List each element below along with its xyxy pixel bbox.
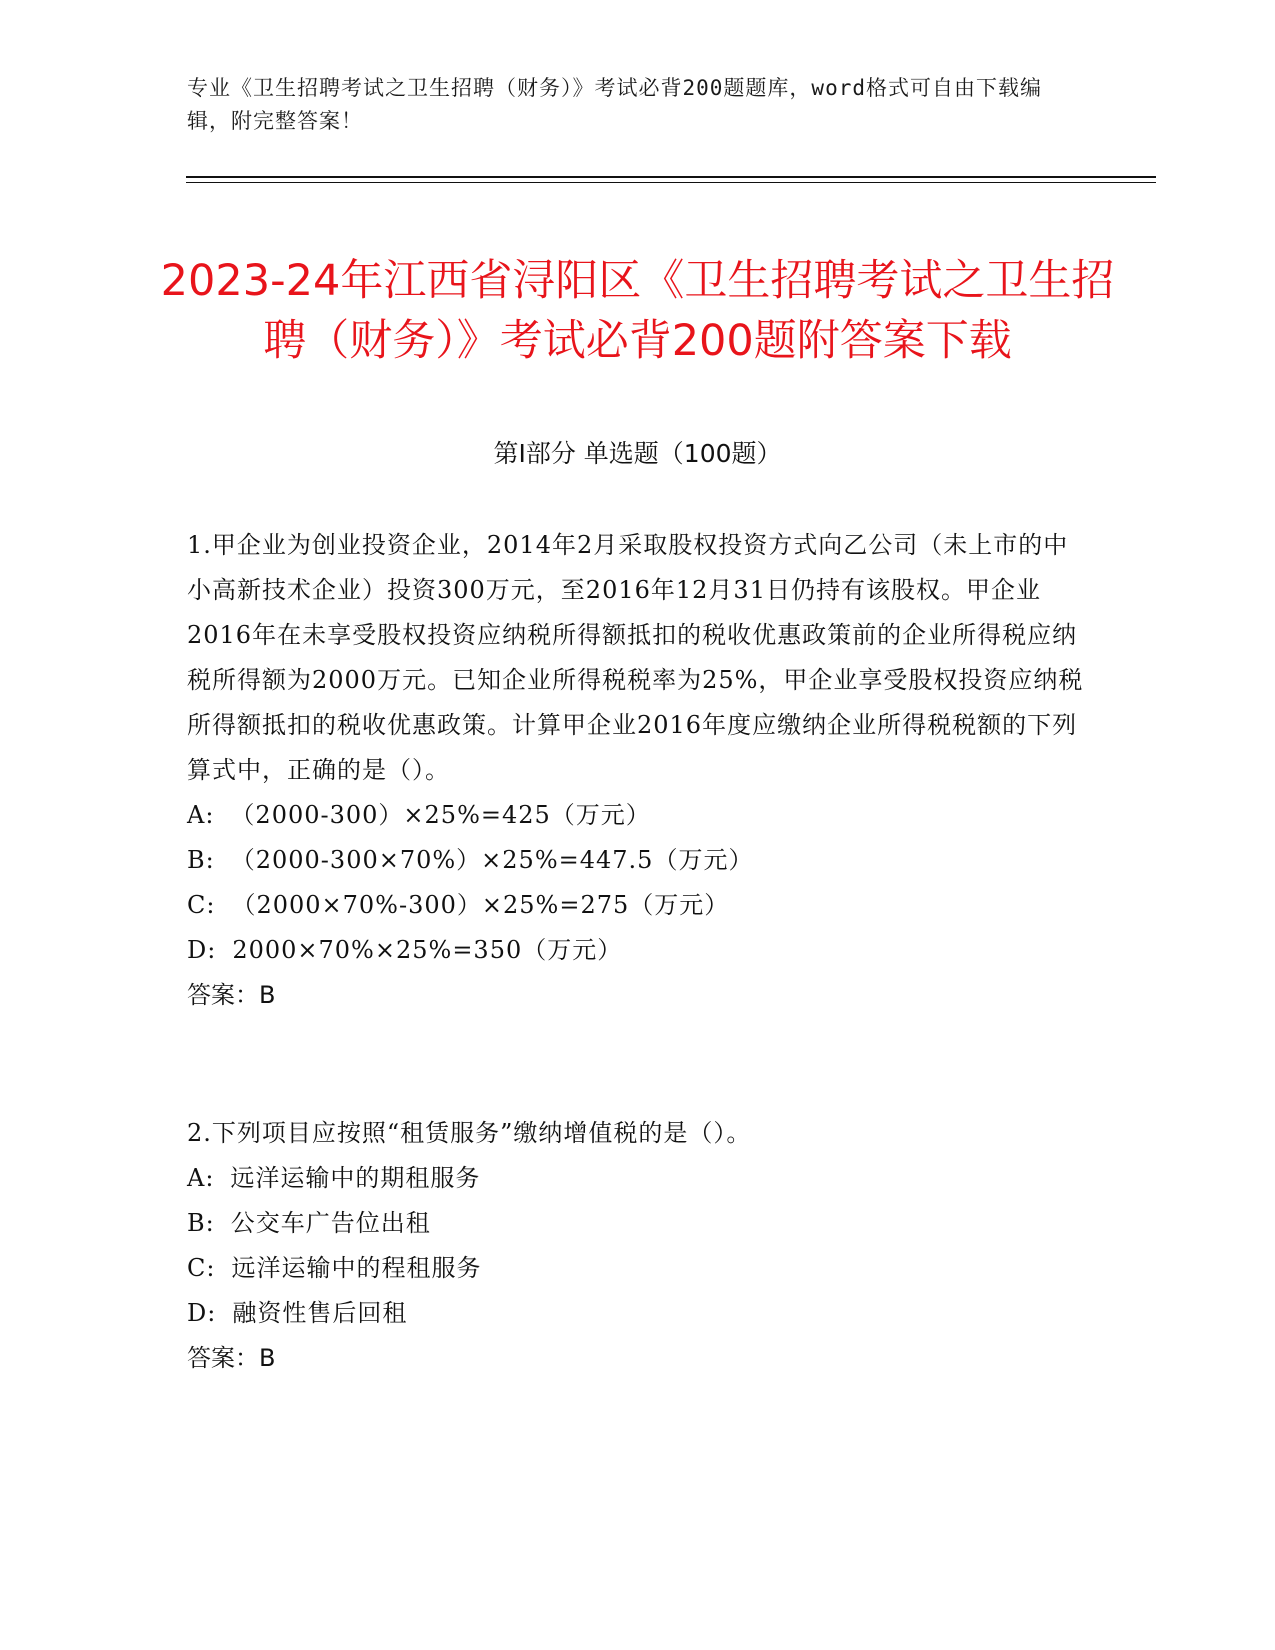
- question-stem: 1.甲企业为创业投资企业，2014年2月采取股权投资方式向乙公司（未上市的中小高新技术企业）投资300万元，至2016年12月31日仍持有该股权。甲企业2016年在未享受股权投资应纳税所得额抵扣的税收优惠政策前的企业所得税应纳税所得额为2000万元。已知企业所得税税率为25%，甲企业享受股权投资应纳税所得额抵扣的税收优惠政策。计算甲企业2016年度应缴纳企业所得税税额的下列算式中，正确的是（）。: [187, 531, 1084, 784]
- option-c: [187, 883, 1092, 928]
- option-text: （2000×70%-300）×25%=275（万元）: [231, 891, 730, 919]
- option-c: [187, 1246, 1092, 1291]
- option-key: A:: [187, 801, 215, 829]
- option-text: 融资性售后回租: [232, 1299, 408, 1327]
- header-note: 专业《卫生招聘考试之卫生招聘（财务）》考试必背200题题库，word格式可自由下载编辑，附完整答案！: [187, 76, 1042, 133]
- option-b: [187, 838, 1092, 883]
- header-divider-thick: [186, 176, 1156, 178]
- option-key: C:: [187, 1254, 216, 1282]
- option-text: （2000-300）×25%=425（万元）: [230, 801, 651, 829]
- option-key: D:: [187, 936, 217, 964]
- option-d: [187, 1291, 1092, 1336]
- question-stem: 2.下列项目应按照“租赁服务”缴纳增值税的是（）。: [187, 1119, 752, 1147]
- option-a: [187, 793, 1092, 838]
- option-key: A:: [187, 1164, 215, 1192]
- option-key: B:: [187, 846, 215, 874]
- option-a: [187, 1156, 1092, 1201]
- option-text: 远洋运输中的程租服务: [231, 1254, 482, 1282]
- option-text: 2000×70%×25%=350（万元）: [232, 936, 623, 964]
- option-key: B:: [187, 1209, 215, 1237]
- answer-line: 答案：B: [187, 981, 276, 1009]
- header-divider-thin: [186, 182, 1156, 183]
- question-1: [187, 523, 1092, 1018]
- option-text: 公交车广告位出租: [230, 1209, 431, 1237]
- option-b: [187, 1201, 1092, 1246]
- question-2: [187, 1111, 1092, 1381]
- option-d: [187, 928, 1092, 973]
- option-text: 远洋运输中的期租服务: [230, 1164, 481, 1192]
- answer-line: 答案：B: [187, 1344, 276, 1372]
- section-heading: 第I部分 单选题（100题）: [493, 439, 782, 468]
- option-text: （2000-300×70%）×25%=447.5（万元）: [230, 846, 754, 874]
- option-key: D:: [187, 1299, 217, 1327]
- option-key: C:: [187, 891, 216, 919]
- document-title: 2023-24年江西省浔阳区《卫生招聘考试之卫生招聘（财务）》考试必背200题附答案下载: [160, 255, 1115, 366]
